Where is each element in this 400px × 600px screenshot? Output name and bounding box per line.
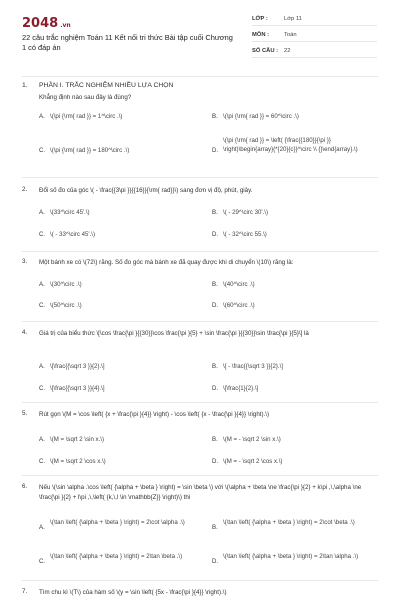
option-letter: C. — [39, 385, 46, 392]
question-stem: Rút gọn \(M = \cos \left( {x + \frac{\pi }{4}} \right) - \cos \left( {x - \frac{\pi }{4}} \right).\) — [39, 411, 270, 418]
question-stem: Đổi số đo của góc \( - \frac{{3\pi }}{{16}}{\rm{ rad}}\) sang đơn vị độ, phút, giây. — [39, 187, 253, 194]
divider — [22, 402, 378, 403]
option-text: \(50^\circ .\) — [50, 302, 82, 309]
option-letter: D. — [212, 385, 219, 392]
question-number: 4. — [22, 329, 28, 336]
info-value: Lớp 11 — [284, 16, 302, 22]
option-letter: C. — [39, 147, 46, 154]
site-logo[interactable] — [22, 16, 71, 31]
option-letter: D. — [212, 458, 219, 465]
option-text: \(\pi {\rm{ rad }} = 60^\circ .\) — [223, 113, 299, 120]
info-label: SỐ CÂU : — [252, 48, 279, 54]
option-text: \(\tan \left( {\alpha + \beta } \right) = 2\tan \alpha .\) — [223, 553, 359, 560]
question-stem: Tìm chu kì \(T\) của hàm số \(y = \sin \left( {5x - \frac{\pi }{4}} \right).\) — [39, 589, 227, 596]
option-letter: B. — [212, 363, 218, 370]
option-text: \(30^\circ .\) — [50, 281, 82, 288]
question-number: 2. — [22, 186, 28, 193]
option-letter: A. — [39, 113, 45, 120]
option-text: \(\pi {\rm{ rad }} = 1^\circ .\) — [50, 113, 123, 120]
info-value: 22 — [284, 48, 291, 54]
option-letter: D. — [212, 302, 219, 309]
logo-suffix: .vn — [60, 22, 71, 29]
question-number: 3. — [22, 258, 28, 265]
option-text: \(M = \sqrt 2 \sin x.\) — [50, 436, 105, 443]
option-text: \(\pi {\rm{ rad }} = 180^\circ .\) — [50, 147, 130, 154]
info-label: LỚP : — [252, 16, 268, 22]
option-text: \(M = - \sqrt 2 \sin x.\) — [223, 436, 281, 443]
option-text: \(\tan \left( {\alpha + \beta } \right) = 2\cot \beta .\) — [223, 519, 355, 526]
option-letter: B. — [212, 524, 218, 531]
option-text: \(\tan \left( {\alpha + \beta } \right) = 2\cot \alpha .\) — [50, 519, 185, 526]
option-text: \( - 29^\circ 30'.\) — [223, 209, 268, 216]
option-letter: A. — [39, 209, 45, 216]
page-title: 22 câu trắc nghiệm Toán 11 Kết nối tri thức Bài tập cuối Chương 1 có đáp án — [22, 33, 233, 52]
option-text: \(\tan \left( {\alpha + \beta } \right) = 2\tan \beta .\) — [50, 553, 183, 560]
option-letter: B. — [212, 113, 218, 120]
option-letter: C. — [39, 231, 46, 238]
option-letter: B. — [212, 281, 218, 288]
divider — [22, 251, 378, 252]
option-letter: A. — [39, 363, 45, 370]
divider — [22, 177, 378, 178]
logo-main: 2048 — [22, 16, 59, 31]
info-row-count — [252, 44, 377, 58]
option-letter: B. — [212, 436, 218, 443]
option-text: \( - 33^\circ 45'.\) — [50, 231, 95, 238]
option-text: \[ - \frac{{\sqrt 3 }}{2}.\] — [223, 363, 283, 370]
divider — [22, 580, 378, 581]
option-letter: D. — [212, 147, 219, 154]
option-text: \(M = \sqrt 2 \cos x.\) — [50, 458, 106, 465]
option-letter: B. — [212, 209, 218, 216]
divider — [22, 475, 378, 476]
info-panel — [252, 12, 377, 58]
divider — [22, 76, 378, 77]
question-number: 5. — [22, 410, 28, 417]
option-text: \( - 32^\circ 55.\) — [223, 231, 267, 238]
question-number: 6. — [22, 483, 28, 490]
option-text: \(M = - \sqrt 2 \cos x.\) — [223, 458, 283, 465]
option-letter: A. — [39, 436, 45, 443]
question-number: 7. — [22, 588, 28, 595]
option-text: \[\frac{{\sqrt 3 }}{2}.\] — [50, 363, 105, 370]
question-stem: Một bánh xe có \(72\) răng. Số đo góc mà bánh xe đã quay được khi di chuyển \(10\) răng là: — [39, 259, 294, 266]
header — [0, 0, 400, 80]
option-letter: C. — [39, 302, 46, 309]
question-stem: Nếu \(\sin \alpha .\cos \left( {\alpha + \beta } \right) = \sin \beta \) với \(\alpha + \beta \ne \frac{\pi }{2} + k\pi ,\,\alpha \ne \frac{\pi }{2} + l\pi ,\,\left( {k,\,l \in \mathbb{Z}} \right)\) thì — [39, 484, 362, 501]
option-text: \(\pi {\rm{ rad }} = \left( {\frac{{180}}{\pi }} \right)\begin{array}{*{20}{c}}^\circ \\ {}\end{array}.\) — [223, 137, 358, 153]
option-text: \[\frac{1}{2}.\] — [223, 385, 259, 392]
option-letter: D. — [212, 231, 219, 238]
option-text: \[\frac{{\sqrt 3 }}{4}.\] — [50, 385, 105, 392]
question-number: 1. — [22, 82, 28, 89]
option-text: \(33^\circ 45'.\) — [50, 209, 90, 216]
option-text: \(40^\circ .\) — [223, 281, 255, 288]
question-stem: Giá trị của biểu thức \[\cos \frac{\pi }{{30}}\cos \frac{\pi }{5} + \sin \frac{\pi }{{30}}\sin \frac{\pi }{5}\] là — [39, 330, 309, 337]
option-letter: C. — [39, 458, 46, 465]
info-row-class — [252, 12, 377, 26]
info-value: Toán — [284, 32, 297, 38]
info-label: MÔN : — [252, 32, 270, 38]
question-stem: Khẳng định nào sau đây là đúng? — [39, 94, 132, 101]
divider — [22, 321, 378, 322]
option-letter: A. — [39, 281, 45, 288]
option-letter: C. — [39, 558, 46, 565]
info-row-subject — [252, 28, 377, 42]
option-letter: A. — [39, 524, 45, 531]
section-title: PHẦN I. TRẮC NGHIỆM NHIỀU LỰA CHỌN — [39, 82, 174, 89]
option-text: \(60^\circ .\) — [223, 302, 255, 309]
option-letter: D. — [212, 558, 219, 565]
